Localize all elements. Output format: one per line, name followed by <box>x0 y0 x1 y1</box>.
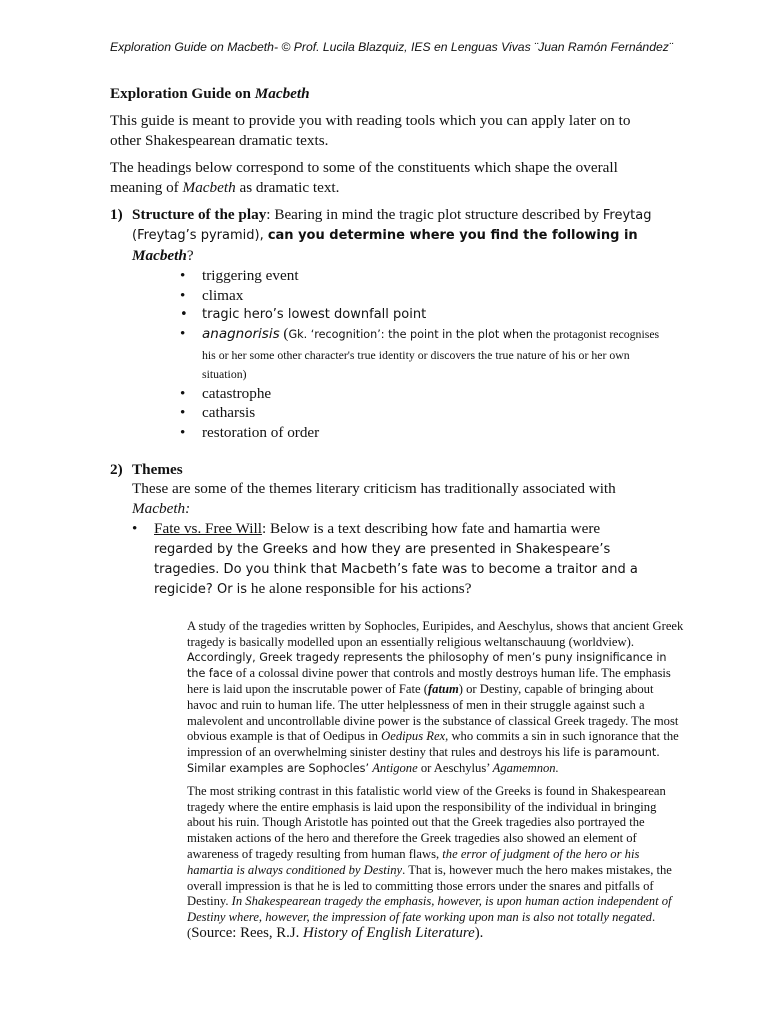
themes-intro: These are some of the themes literary criticism has traditionally associated with Macbeth: <box>132 480 616 517</box>
intro-paragraph-1: This guide is meant to provide you with reading tools which you can apply later on to other Shakespearean dramatic texts. <box>110 112 631 149</box>
document-title: Exploration Guide on Macbeth <box>110 85 310 102</box>
section-structure-text: Structure of the play: Bearing in mind the tragic plot structure described by Freytag (Freytag’s pyramid), can you determine where you find the following in Macbeth? <box>132 206 652 264</box>
section-themes <box>110 460 684 942</box>
section-number: 2) <box>110 460 123 478</box>
intro-paragraph-2: The headings below correspond to some of the constituents which shape the overall meaning of Macbeth as dramatic text. <box>110 159 618 196</box>
source-citation: Source: Rees, R.J. <box>191 924 303 941</box>
running-header: Exploration Guide on Macbeth- © Prof. Lucila Blazquiz, IES en Lenguas Vivas ¨Juan Ramón Fernández¨ <box>110 40 673 54</box>
quoted-passage <box>187 619 684 942</box>
list-item: • tragic hero’s lowest downfall point <box>180 305 662 324</box>
list-item: • triggering event <box>180 266 662 285</box>
section-structure <box>110 205 662 442</box>
section-heading: Themes <box>132 460 183 478</box>
list-item: • catharsis <box>180 403 662 422</box>
list-item-fate: • Fate vs. Free Will: Below is a text describing how fate and hamartia were regarded by the Greeks and how they are presented in Shakespeare’s tragedies. Do you think that Macbeth’s fate was to become a traitor and a regicide? Or is he alone responsible for his actions? <box>132 519 662 600</box>
list-item: • restoration of order <box>180 423 662 442</box>
list-item: • climax <box>180 286 662 305</box>
section-heading: Structure of the play <box>132 206 267 224</box>
source-title: History of English Literature <box>303 924 475 941</box>
theme-label: Fate vs. Free Will <box>154 520 262 538</box>
structure-list <box>132 266 662 442</box>
document-body <box>110 84 684 942</box>
list-item: • catastrophe <box>180 384 662 403</box>
quote-paragraph-1: A study of the tragedies written by Sophocles, Euripides, and Aeschylus, shows that ancient Greek tragedy is basically modelled upon an essentially religious weltanschauung (worldview). Accordingly, Greek tragedy represents the philosophy of men’s puny insignificance in the face of a colossal divine power that controls and mostly destroys human life. The emphasis here is laid upon the inscrutable power of Fate (fatum) or Destiny, capable of bringing about havoc and ruin to human life. The utter helplessness of men in their struggle against such a malevolent and uncontrollable divine power is the substance of classical Greek tragedy. The most obvious example is that of Oedipus in Oedipus Rex, who commits a sin in such ignorance that the impression of an overwhelming sinister destiny that rules and destroys his life is paramount. Similar examples are Sophocles’ Antigone or Aeschylus’ Agamemnon. <box>187 618 684 775</box>
themes-list <box>132 519 662 600</box>
section-number: 1) <box>110 206 123 224</box>
list-item-anagnorisis: • anagnorisis (Gk. ‘recognition’: the point in the plot when the protagonist recognises his or her some other character's true identity or discovers the true nature of his or her own situation) <box>180 324 662 383</box>
quote-paragraph-2: The most striking contrast in this fatalistic world view of the Greeks is found in Shakespearean tragedy where the entire emphasis is laid upon the responsibility of the individual in bringing about his ruin. Though Aristotle has pointed out that the Greek tragedies also portrayed the mistaken actions of the hero and therefore the Greek tragedies also showed an element of awareness of tragedy resulting from human flaws, the error of judgment of the hero or his hamartia is always conditioned by Destiny. That is, however much the hero makes mistakes, the overall impression is that he is led to committing those errors under the snares and pitfalls of Destiny. In Shakespearean tragedy the emphasis, however, is upon human action independent of Destiny where, however, the impression of fate working upon man is also not totally negated. (Source: Rees, R.J. History of English Literature). <box>187 783 672 941</box>
